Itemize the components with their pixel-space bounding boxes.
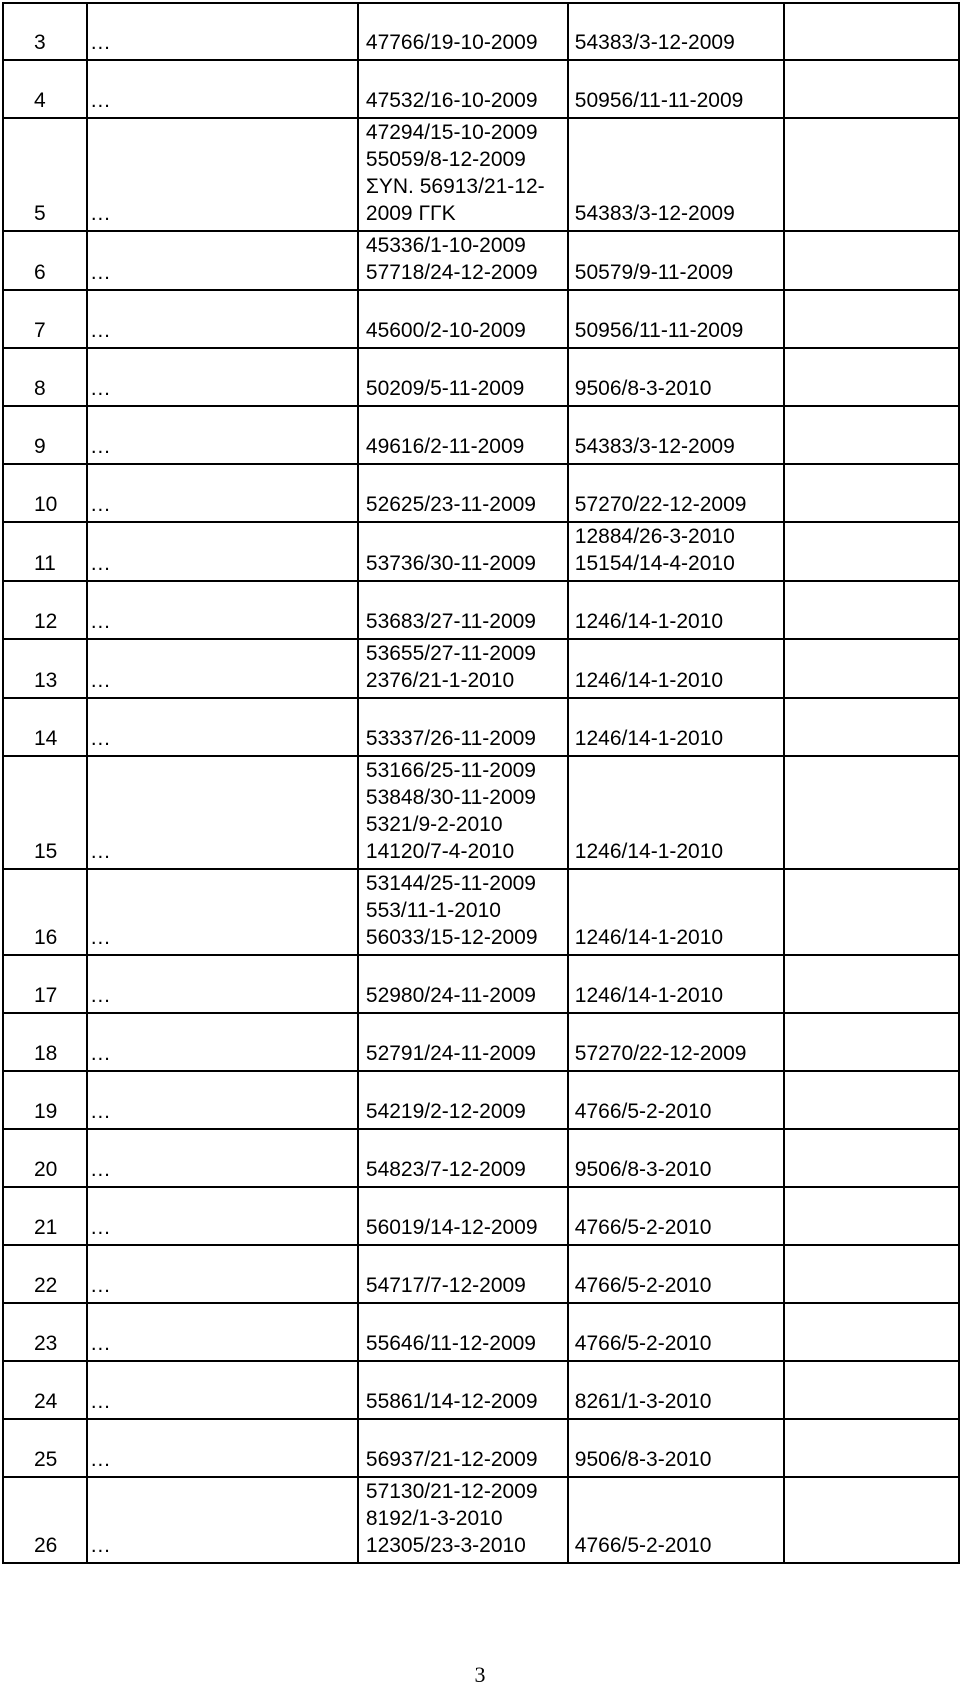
ellipsis-cell [87, 1129, 358, 1187]
empty-cell [784, 118, 959, 231]
empty-cell [784, 1013, 959, 1071]
row-number-cell [3, 3, 87, 60]
protocol-cell [358, 464, 568, 522]
protocol-cell [358, 1071, 568, 1129]
protocol-entry: 47766/19-10-2009 [365, 31, 538, 54]
protocol-cell [358, 1303, 568, 1361]
protocol-entry: 2376/21-1-2010 [365, 669, 515, 692]
protocol-cell [358, 698, 568, 756]
table-row [3, 1303, 959, 1361]
row-number: 21 [34, 1216, 58, 1239]
row-number: 9 [34, 435, 46, 458]
protocol-entry: 52625/23-11-2009 [365, 493, 536, 516]
reply-entry: 1246/14-1-2010 [574, 984, 724, 1007]
reply-entry: 9506/8-3-2010 [574, 1448, 712, 1471]
protocol-cell [358, 1187, 568, 1245]
empty-cell [784, 348, 959, 406]
ellipsis-cell [87, 1477, 358, 1563]
protocol-entry: 553/11-1-2010 [365, 899, 501, 922]
empty-cell [784, 1477, 959, 1563]
reply-cell [568, 60, 784, 118]
protocol-cell [358, 1361, 568, 1419]
ellipsis-text: … [89, 669, 111, 692]
reply-entry: 50956/11-11-2009 [574, 319, 744, 342]
protocol-cell [358, 406, 568, 464]
reply-cell [568, 290, 784, 348]
ellipsis-text: … [89, 493, 111, 516]
row-number: 19 [34, 1100, 58, 1123]
reply-entry: 4766/5-2-2010 [574, 1100, 712, 1123]
ellipsis-cell [87, 118, 358, 231]
table-row [3, 464, 959, 522]
ellipsis-cell [87, 1361, 358, 1419]
empty-cell [784, 3, 959, 60]
reply-entry: 1246/14-1-2010 [574, 926, 724, 949]
ellipsis-cell [87, 231, 358, 290]
row-number-cell [3, 1013, 87, 1071]
reply-cell [568, 955, 784, 1013]
protocol-entry: 53166/25-11-2009 [365, 759, 536, 782]
protocol-entry: 49616/2-11-2009 [365, 435, 525, 458]
reply-cell [568, 869, 784, 955]
ellipsis-text: … [89, 1042, 111, 1065]
reply-entry: 1246/14-1-2010 [574, 840, 724, 863]
reply-cell [568, 118, 784, 231]
reply-entry: 4766/5-2-2010 [574, 1274, 712, 1297]
empty-cell [784, 756, 959, 869]
row-number: 13 [34, 669, 58, 692]
table-row [3, 522, 959, 581]
row-number-cell [3, 1129, 87, 1187]
protocol-entry: 57130/21-12-2009 [365, 1480, 538, 1503]
ellipsis-text: … [89, 89, 111, 112]
row-number: 15 [34, 840, 58, 863]
protocol-cell [358, 1477, 568, 1563]
empty-cell [784, 869, 959, 955]
row-number-cell [3, 1245, 87, 1303]
ellipsis-text: … [89, 31, 111, 54]
ellipsis-cell [87, 348, 358, 406]
row-number: 25 [34, 1448, 58, 1471]
row-number: 17 [34, 984, 58, 1007]
table-row [3, 60, 959, 118]
empty-cell [784, 1129, 959, 1187]
row-number-cell [3, 1477, 87, 1563]
reply-cell [568, 406, 784, 464]
empty-cell [784, 1303, 959, 1361]
reply-cell [568, 1071, 784, 1129]
protocol-cell [358, 869, 568, 955]
protocol-cell [358, 955, 568, 1013]
reply-entry: 15154/14-4-2010 [574, 552, 735, 575]
reply-cell [568, 1187, 784, 1245]
ellipsis-text: … [89, 1100, 111, 1123]
protocol-entry: 55861/14-12-2009 [365, 1390, 538, 1413]
ellipsis-text: … [89, 202, 111, 225]
reply-cell [568, 756, 784, 869]
protocol-cell [358, 1013, 568, 1071]
row-number: 7 [34, 319, 46, 342]
protocol-cell [358, 756, 568, 869]
table-row [3, 1129, 959, 1187]
protocol-cell [358, 1419, 568, 1477]
row-number-cell [3, 348, 87, 406]
row-number: 11 [34, 552, 56, 575]
table-row [3, 756, 959, 869]
empty-cell [784, 231, 959, 290]
empty-cell [784, 406, 959, 464]
protocol-entry: 55646/11-12-2009 [365, 1332, 536, 1355]
row-number-cell [3, 60, 87, 118]
empty-cell [784, 698, 959, 756]
protocol-entry: 54219/2-12-2009 [365, 1100, 526, 1123]
protocol-entry: 57718/24-12-2009 [365, 261, 538, 284]
protocol-entry: 47532/16-10-2009 [365, 89, 538, 112]
reply-entry: 4766/5-2-2010 [574, 1332, 712, 1355]
row-number: 10 [34, 493, 58, 516]
empty-cell [784, 1245, 959, 1303]
protocol-cell [358, 639, 568, 698]
ellipsis-cell [87, 406, 358, 464]
reply-cell [568, 1129, 784, 1187]
empty-cell [784, 1071, 959, 1129]
reply-entry: 57270/22-12-2009 [574, 1042, 747, 1065]
reply-cell [568, 1245, 784, 1303]
table-row [3, 955, 959, 1013]
protocol-entry: 14120/7-4-2010 [365, 840, 515, 863]
row-number-cell [3, 955, 87, 1013]
protocol-cell [358, 60, 568, 118]
row-number-cell [3, 1303, 87, 1361]
table-row [3, 869, 959, 955]
row-number-cell [3, 231, 87, 290]
reply-entry: 54383/3-12-2009 [574, 31, 735, 54]
reply-cell [568, 1361, 784, 1419]
table-row [3, 348, 959, 406]
reply-cell [568, 1419, 784, 1477]
protocol-cell [358, 1245, 568, 1303]
ellipsis-cell [87, 290, 358, 348]
reply-cell [568, 1303, 784, 1361]
table-row [3, 1361, 959, 1419]
ellipsis-cell [87, 464, 358, 522]
row-number: 12 [34, 610, 58, 633]
reply-cell [568, 231, 784, 290]
document-table [2, 2, 960, 1564]
protocol-cell [358, 118, 568, 231]
empty-cell [784, 1361, 959, 1419]
ellipsis-cell [87, 581, 358, 639]
reply-cell [568, 581, 784, 639]
protocol-entry: 53144/25-11-2009 [365, 872, 536, 895]
ellipsis-text: … [89, 1332, 111, 1355]
table-row [3, 639, 959, 698]
row-number-cell [3, 1071, 87, 1129]
ellipsis-text: … [89, 435, 111, 458]
reply-entry: 12884/26-3-2010 [574, 525, 735, 548]
protocol-entry: 8192/1-3-2010 [365, 1507, 503, 1530]
table-row [3, 3, 959, 60]
row-number-cell [3, 869, 87, 955]
ellipsis-text: … [89, 1158, 111, 1181]
empty-cell [784, 60, 959, 118]
empty-cell [784, 522, 959, 581]
table-row [3, 231, 959, 290]
reply-entry: 8261/1-3-2010 [574, 1390, 712, 1413]
reply-entry: 1246/14-1-2010 [574, 669, 724, 692]
protocol-entry: 52791/24-11-2009 [365, 1042, 536, 1065]
row-number-cell [3, 639, 87, 698]
ellipsis-text: … [89, 840, 111, 863]
reply-entry: 9506/8-3-2010 [574, 1158, 712, 1181]
ellipsis-text: … [89, 727, 111, 750]
reply-entry: 57270/22-12-2009 [574, 493, 747, 516]
reply-entry: 54383/3-12-2009 [574, 202, 735, 225]
row-number: 22 [34, 1274, 58, 1297]
protocol-entry: 47294/15-10-2009 [365, 121, 538, 144]
protocol-entry: 53655/27-11-2009 [365, 642, 536, 665]
row-number: 4 [34, 89, 46, 112]
protocol-entry: 53736/30-11-2009 [365, 552, 536, 575]
reply-cell [568, 464, 784, 522]
protocol-entry: 5321/9-2-2010 [365, 813, 503, 836]
reply-entry: 4766/5-2-2010 [574, 1534, 712, 1557]
ellipsis-text: … [89, 377, 111, 400]
ellipsis-cell [87, 955, 358, 1013]
row-number-cell [3, 581, 87, 639]
ellipsis-cell [87, 522, 358, 581]
table-row [3, 1071, 959, 1129]
table-row [3, 581, 959, 639]
ellipsis-text: … [89, 926, 111, 949]
ellipsis-cell [87, 60, 358, 118]
ellipsis-text: … [89, 552, 111, 575]
protocol-cell [358, 581, 568, 639]
ellipsis-text: … [89, 1390, 111, 1413]
row-number-cell [3, 406, 87, 464]
row-number-cell [3, 464, 87, 522]
row-number: 20 [34, 1158, 58, 1181]
reply-entry: 50956/11-11-2009 [574, 89, 744, 112]
reply-entry: 1246/14-1-2010 [574, 610, 724, 633]
reply-cell [568, 522, 784, 581]
protocol-entry: 56937/21-12-2009 [365, 1448, 538, 1471]
empty-cell [784, 1187, 959, 1245]
row-number-cell [3, 698, 87, 756]
reply-cell [568, 1013, 784, 1071]
protocol-cell [358, 1129, 568, 1187]
table-row [3, 290, 959, 348]
protocol-cell [358, 290, 568, 348]
protocol-cell [358, 522, 568, 581]
row-number-cell [3, 756, 87, 869]
reply-entry: 54383/3-12-2009 [574, 435, 735, 458]
protocol-entry: 56033/15-12-2009 [365, 926, 538, 949]
table-row [3, 1187, 959, 1245]
ellipsis-cell [87, 1419, 358, 1477]
table-row [3, 698, 959, 756]
row-number-cell [3, 1419, 87, 1477]
reply-cell [568, 1477, 784, 1563]
reply-entry: 50579/9-11-2009 [574, 261, 734, 284]
ellipsis-cell [87, 639, 358, 698]
protocol-entry: 52980/24-11-2009 [365, 984, 536, 1007]
empty-cell [784, 581, 959, 639]
ellipsis-cell [87, 756, 358, 869]
ellipsis-text: … [89, 319, 111, 342]
row-number: 6 [34, 261, 46, 284]
reply-cell [568, 348, 784, 406]
empty-cell [784, 955, 959, 1013]
row-number: 14 [34, 727, 58, 750]
row-number-cell [3, 290, 87, 348]
table-row [3, 1419, 959, 1477]
ellipsis-text: … [89, 261, 111, 284]
row-number: 24 [34, 1390, 58, 1413]
row-number-cell [3, 1361, 87, 1419]
protocol-entry: 55059/8-12-2009 [365, 148, 526, 171]
reply-cell [568, 698, 784, 756]
row-number: 5 [34, 202, 46, 225]
row-number: 18 [34, 1042, 58, 1065]
ellipsis-text: … [89, 984, 111, 1007]
protocol-entry: 56019/14-12-2009 [365, 1216, 538, 1239]
protocol-entry: 53683/27-11-2009 [365, 610, 536, 633]
row-number: 16 [34, 926, 58, 949]
table-row [3, 406, 959, 464]
protocol-entry: 53337/26-11-2009 [365, 727, 536, 750]
ellipsis-cell [87, 1245, 358, 1303]
table-row [3, 1477, 959, 1563]
reply-cell [568, 639, 784, 698]
table-row [3, 1245, 959, 1303]
reply-entry: 4766/5-2-2010 [574, 1216, 712, 1239]
page-number: 3 [474, 1662, 486, 1687]
protocol-entry: 45600/2-10-2009 [365, 319, 526, 342]
ellipsis-text: … [89, 610, 111, 633]
row-number-cell [3, 118, 87, 231]
protocol-entry: ΣΥΝ. 56913/21-12- [365, 175, 545, 198]
row-number: 23 [34, 1332, 58, 1355]
protocol-cell [358, 348, 568, 406]
ellipsis-cell [87, 1013, 358, 1071]
ellipsis-cell [87, 1303, 358, 1361]
reply-cell [568, 3, 784, 60]
reply-entry: 1246/14-1-2010 [574, 727, 724, 750]
protocol-entry: 12305/23-3-2010 [365, 1534, 526, 1557]
row-number-cell [3, 1187, 87, 1245]
ellipsis-cell [87, 3, 358, 60]
ellipsis-text: … [89, 1274, 111, 1297]
ellipsis-cell [87, 1071, 358, 1129]
row-number: 3 [34, 31, 46, 54]
protocol-entry: 45336/1-10-2009 [365, 234, 526, 257]
row-number-cell [3, 522, 87, 581]
table-body [3, 3, 959, 1563]
empty-cell [784, 464, 959, 522]
ellipsis-cell [87, 1187, 358, 1245]
protocol-entry: 2009 ΓΓΚ [365, 202, 456, 225]
protocol-entry: 50209/5-11-2009 [365, 377, 525, 400]
protocol-entry: 54717/7-12-2009 [365, 1274, 526, 1297]
protocol-entry: 53848/30-11-2009 [365, 786, 536, 809]
protocol-entry: 54823/7-12-2009 [365, 1158, 526, 1181]
ellipsis-cell [87, 698, 358, 756]
ellipsis-text: … [89, 1534, 111, 1557]
empty-cell [784, 1419, 959, 1477]
protocol-cell [358, 3, 568, 60]
row-number: 26 [34, 1534, 58, 1557]
reply-entry: 9506/8-3-2010 [574, 377, 712, 400]
ellipsis-text: … [89, 1448, 111, 1471]
table-row [3, 118, 959, 231]
empty-cell [784, 639, 959, 698]
ellipsis-cell [87, 869, 358, 955]
empty-cell [784, 290, 959, 348]
ellipsis-text: … [89, 1216, 111, 1239]
row-number: 8 [34, 377, 46, 400]
protocol-cell [358, 231, 568, 290]
table-row [3, 1013, 959, 1071]
